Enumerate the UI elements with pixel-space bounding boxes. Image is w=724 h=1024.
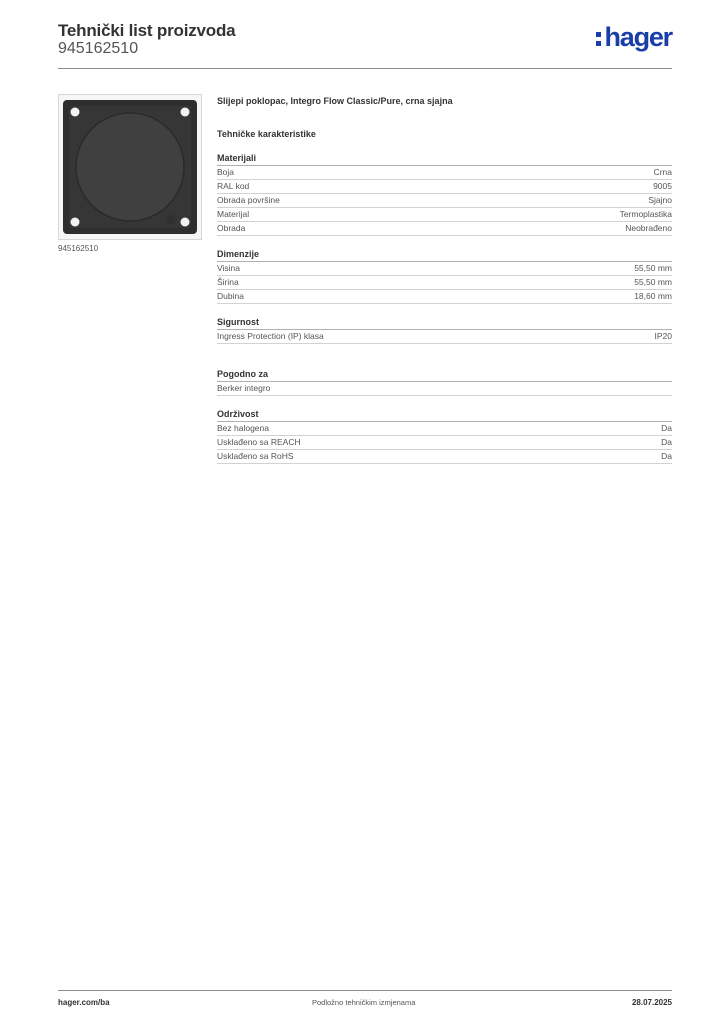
spec-value: Neobrađeno <box>625 223 672 233</box>
footer-divider <box>58 990 672 991</box>
spec-group-dimenzije <box>217 248 672 304</box>
spec-row <box>217 422 672 436</box>
blind-cover-icon <box>59 95 201 239</box>
spec-label: RAL kod <box>217 181 250 191</box>
spec-label: Visina <box>217 263 240 273</box>
product-image <box>58 94 202 240</box>
spec-value: Sjajno <box>648 195 672 205</box>
spec-label: Širina <box>217 277 239 287</box>
spec-value: 55,50 mm <box>634 263 672 273</box>
spec-group-odrzivost <box>217 408 672 464</box>
spec-group-pogodno-za <box>217 368 672 396</box>
spec-row <box>217 276 672 290</box>
spec-content <box>217 96 672 464</box>
spec-value: Da <box>661 437 672 447</box>
group-title: Održivost <box>217 408 672 422</box>
spec-row <box>217 290 672 304</box>
spec-row <box>217 450 672 464</box>
spec-value: IP20 <box>654 331 672 341</box>
spec-value: 18,60 mm <box>634 291 672 301</box>
spec-label: Usklađeno sa RoHS <box>217 451 294 461</box>
spec-value: Da <box>661 451 672 461</box>
product-code: 945162510 <box>58 40 139 57</box>
spec-value: Termoplastika <box>619 209 672 219</box>
spec-row <box>217 262 672 276</box>
section-title: Tehničke karakteristike <box>217 129 316 139</box>
spec-value: Da <box>661 423 672 433</box>
spec-label: Obrada <box>217 223 246 233</box>
footer-website-link[interactable]: hager.com/ba <box>58 998 110 1007</box>
hager-logo <box>596 24 672 51</box>
spec-label: Dubina <box>217 291 244 301</box>
spec-label: Usklađeno sa REACH <box>217 437 301 447</box>
group-title: Sigurnost <box>217 316 672 330</box>
spec-row <box>217 382 672 396</box>
document-title: Tehnički list proizvoda <box>58 21 236 40</box>
image-caption: 945162510 <box>58 244 99 253</box>
spec-label: Berker integro <box>217 383 271 393</box>
spec-row <box>217 180 672 194</box>
footer-date: 28.07.2025 <box>631 998 672 1007</box>
group-title: Dimenzije <box>217 248 672 262</box>
spec-label: Bez halogena <box>217 423 269 433</box>
spec-row <box>217 436 672 450</box>
spec-value: Crna <box>653 167 672 177</box>
spec-row <box>217 330 672 344</box>
spec-value: 9005 <box>653 181 672 191</box>
spec-row <box>217 166 672 180</box>
spec-row <box>217 194 672 208</box>
header-divider <box>58 68 672 69</box>
spec-value: 55,50 mm <box>634 277 672 287</box>
spec-label: Obrada površine <box>217 195 280 205</box>
group-title: Pogodno za <box>217 368 672 382</box>
spec-row <box>217 222 672 236</box>
spec-group-materijali <box>217 152 672 236</box>
spec-group-sigurnost <box>217 316 672 344</box>
spec-row <box>217 208 672 222</box>
logo-text: hager <box>604 22 672 52</box>
spec-label: Ingress Protection (IP) klasa <box>217 331 324 341</box>
spec-label: Materijal <box>217 209 250 219</box>
footer-notice: Podložno tehničkim izmjenama <box>312 998 416 1007</box>
spec-label: Boja <box>217 167 235 177</box>
product-name: Slijepi poklopac, Integro Flow Classic/Pure, crna sjajna <box>217 96 453 106</box>
group-title: Materijali <box>217 152 672 166</box>
